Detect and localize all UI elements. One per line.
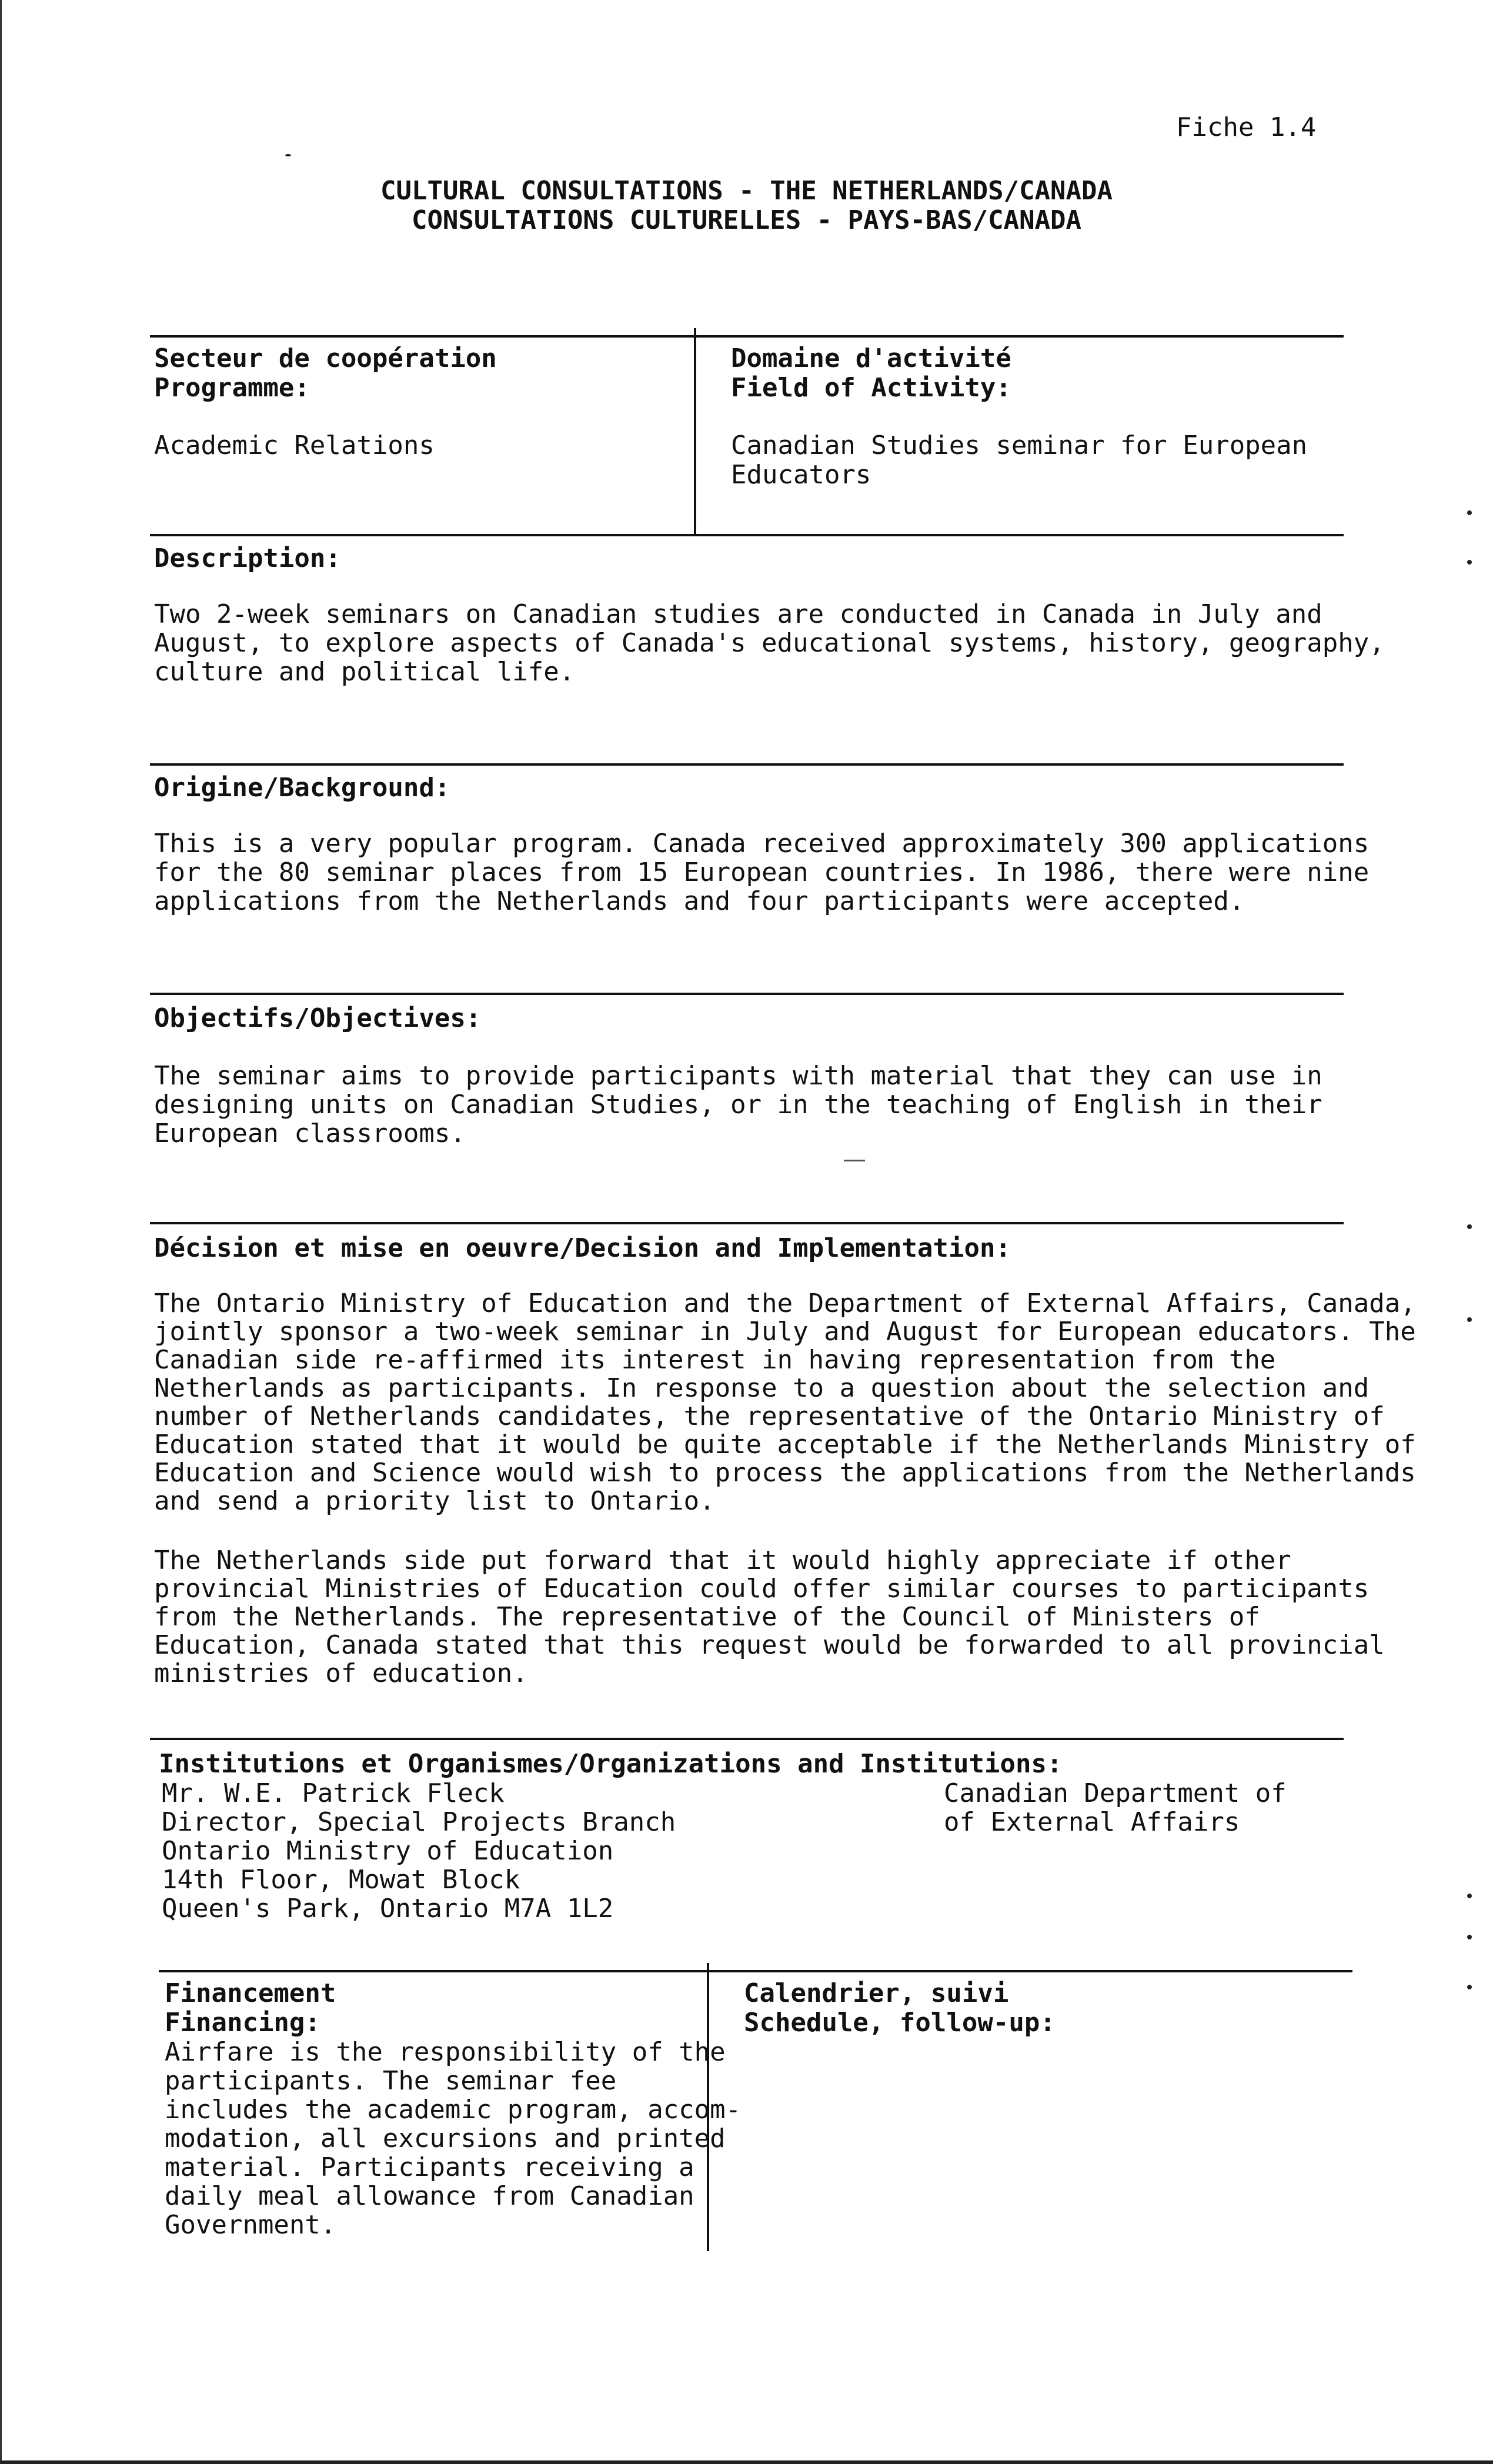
scan-speck bbox=[1467, 560, 1472, 565]
institutions-heading: Institutions et Organismes/Organizations and Institutions: bbox=[159, 1749, 1063, 1779]
rule-institutions bbox=[150, 1738, 1344, 1740]
description-heading: Description: bbox=[154, 543, 341, 573]
scan-speck bbox=[1467, 1935, 1472, 1939]
field-value-line1: Canadian Studies seminar for European bbox=[731, 430, 1308, 460]
rule-background bbox=[150, 763, 1344, 766]
decision-para1: The Ontario Ministry of Education and the Department of External Affairs, Canada, jointly sponsor a two-week seminar in July and August for European educators. The Canadian side re-affirmed its interest in having representation from the Netherlands as participants. In response to a question about the selection and number of Netherlands candidates, the representative of the Ontario Ministry of Education stated that it would be quite acceptable if the Netherlands Ministry of Education and Science would wish to process the applications from the Netherlands and send a priority list to Ontario. bbox=[154, 1288, 1416, 1516]
sector-label-fr: Secteur de coopération bbox=[154, 343, 497, 373]
scan-speck bbox=[1467, 510, 1472, 515]
objectives-heading: Objectifs/Objectives: bbox=[154, 1003, 482, 1033]
table-top-rule bbox=[150, 335, 1344, 338]
document-title-en: CULTURAL CONSULTATIONS - THE NETHERLANDS/CANADA bbox=[380, 176, 1113, 206]
document-title-fr: CONSULTATIONS CULTURELLES - PAYS-BAS/CANADA bbox=[411, 205, 1082, 235]
rule-decision bbox=[150, 1222, 1344, 1224]
financing-label-en: Financing: bbox=[165, 2008, 320, 2038]
sector-value: Academic Relations bbox=[154, 430, 435, 460]
field-value-line2: Educators bbox=[731, 460, 871, 490]
scan-speck bbox=[1467, 1985, 1472, 1989]
decision-heading: Décision et mise en oeuvre/Decision and Implementation: bbox=[154, 1233, 1011, 1263]
sector-label-en: Programme: bbox=[154, 373, 310, 403]
scan-speck bbox=[1467, 1317, 1472, 1322]
institutions-department: Canadian Department of of External Affairs bbox=[944, 1778, 1287, 1837]
table-divider bbox=[694, 328, 696, 535]
scan-speck bbox=[285, 154, 291, 156]
description-text: Two 2-week seminars on Canadian studies are conducted in Canada in July and August, to explore aspects of Canada's educational systems, history, geography, culture and political life. bbox=[154, 599, 1385, 687]
stray-mark bbox=[844, 1160, 865, 1161]
objectives-text: The seminar aims to provide participants with material that they can use in designing units on Canadian Studies, or in the teaching of English in their European classrooms. bbox=[154, 1061, 1322, 1148]
schedule-label-fr: Calendrier, suivi bbox=[744, 1978, 1009, 2008]
field-label-fr: Domaine d'activité bbox=[731, 343, 1011, 373]
bottom-table-rule bbox=[159, 1970, 1352, 1972]
fiche-number: Fiche 1.4 bbox=[1176, 112, 1317, 142]
schedule-label-en: Schedule, follow-up: bbox=[744, 2008, 1056, 2038]
background-heading: Origine/Background: bbox=[154, 773, 450, 803]
scan-speck bbox=[1467, 1224, 1472, 1229]
decision-para2: The Netherlands side put forward that it would highly appreciate if other provincial Ministries of Education could offer similar courses to participants from the Netherlands. The representative of the Council of Ministers of Education, Canada stated that this request would be forwarded to all provincial ministries of education. bbox=[154, 1545, 1385, 1688]
background-text: This is a very popular program. Canada received approximately 300 applications for the 80 seminar places from 15 European countries. In 1986, there were nine applications from the Netherlands and four participants were accepted. bbox=[154, 829, 1370, 916]
institutions-contact: Mr. W.E. Patrick Fleck Director, Special Projects Branch Ontario Ministry of Education 14th Floor, Mowat Block Queen's Park, Ontario M7A 1L2 bbox=[162, 1778, 676, 1924]
field-label-en: Field of Activity: bbox=[731, 373, 1011, 403]
scan-border-left bbox=[0, 0, 2, 2464]
table-bottom-rule bbox=[150, 534, 1344, 536]
rule-objectives bbox=[150, 993, 1344, 995]
financing-text: Airfare is the responsibility of the participants. The seminar fee includes the academic program, accom- modation, all excursions and printed material. Participants receiving a daily meal allowance from Canadian Government. bbox=[165, 2037, 742, 2240]
scan-speck bbox=[1467, 1894, 1472, 1898]
scan-border-bottom bbox=[0, 2460, 1493, 2464]
financing-label-fr: Financement bbox=[165, 1978, 336, 2008]
